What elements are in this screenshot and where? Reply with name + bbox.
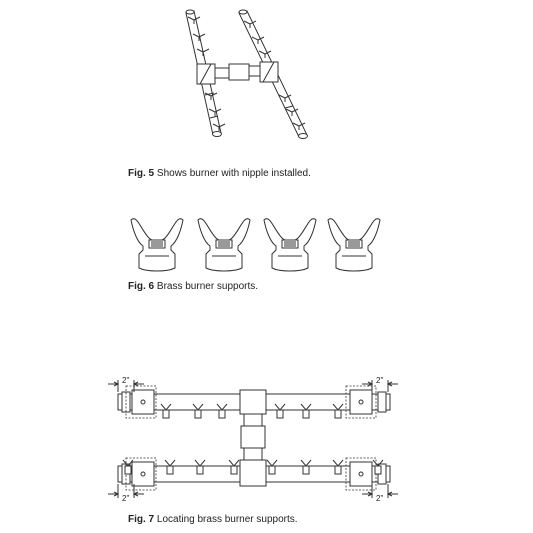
dimension-label-bottom-right: 2" (376, 494, 384, 503)
dimension-label-top-right: 2" (376, 376, 384, 385)
figure-7-number: Fig. 7 (128, 514, 155, 525)
figure-6 (0, 200, 533, 280)
bottom-burner-pipe (118, 460, 390, 486)
figure-5-number: Fig. 5 (128, 168, 155, 179)
figure-7-text: Locating brass burner supports. (156, 514, 298, 525)
figure-6-caption (128, 281, 258, 292)
brass-support-1 (131, 219, 183, 271)
figure-5 (0, 0, 533, 170)
bottom-right-dimension (362, 484, 398, 503)
center-vertical-connector (241, 414, 265, 460)
brass-support-2 (198, 219, 250, 271)
dimension-label-bottom-left: 2" (122, 494, 130, 503)
figure-7-caption (128, 514, 298, 525)
figure-7 (0, 370, 533, 510)
locating-supports-illustration (0, 370, 533, 510)
top-burner-pipe (118, 390, 390, 414)
brass-supports-illustration (0, 200, 533, 280)
center-tee-connector (197, 62, 278, 84)
figure-5-caption (128, 168, 311, 179)
h-burner-illustration (0, 0, 533, 170)
figure-5-text: Shows burner with nipple installed. (156, 168, 311, 179)
brass-support-3 (264, 219, 316, 271)
figure-6-number: Fig. 6 (128, 281, 155, 292)
dimension-label-top-left: 2" (122, 376, 130, 385)
brass-support-4 (328, 219, 380, 271)
figure-6-text: Brass burner supports. (156, 281, 259, 292)
